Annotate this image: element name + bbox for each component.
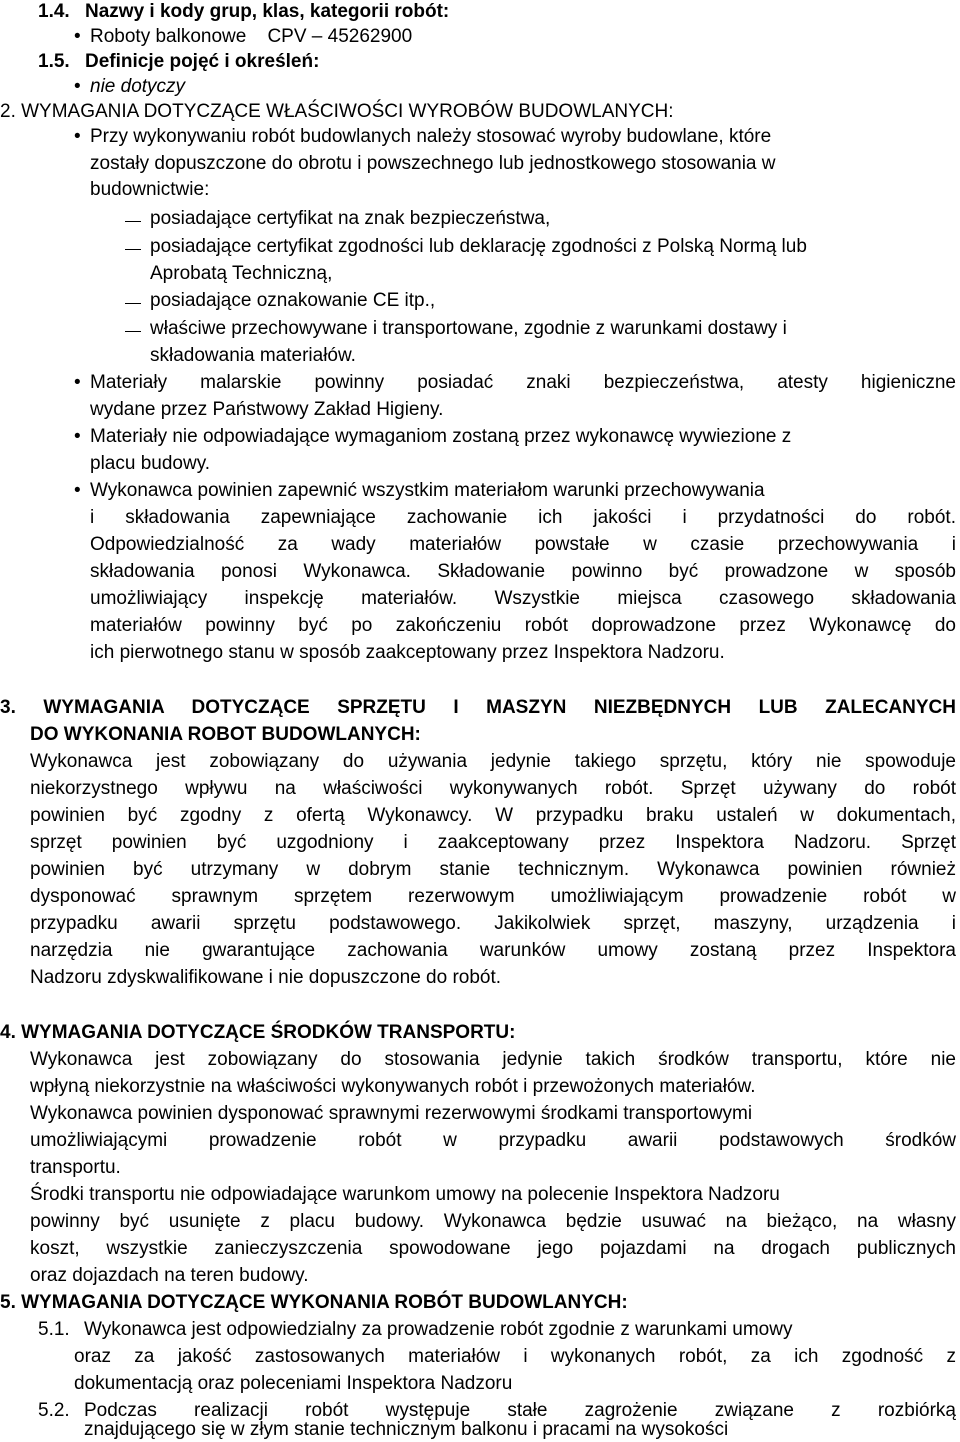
bullet-icon: •	[74, 480, 81, 501]
s4-body-line: wpłyną niekorzystnie na właściwości wykonywanych robót i przewożonych materiałów.	[30, 1076, 756, 1097]
s2-p1-line: budownictwie:	[90, 179, 210, 200]
bullet-icon: •	[74, 426, 81, 447]
s3-body-line: powinien być utrzymany w dobrym stanie technicznym. Wykonawca powinien również	[30, 859, 956, 880]
section-4-heading: 4. WYMAGANIA DOTYCZĄCE ŚRODKÓW TRANSPORTU:	[0, 1022, 516, 1043]
s4-body-line: umożliwiającymi prowadzenie robót w przypadku awarii podstawowych środków	[30, 1130, 956, 1151]
s3-body-line: Nadzoru zdyskwalifikowane i nie dopuszczone do robót.	[30, 967, 502, 988]
bullet-icon: •	[74, 26, 81, 47]
section-1-4-number: 1.4.	[38, 1, 70, 22]
s2-dash-item: składowania materiałów.	[150, 345, 356, 366]
s2-dash-item: właściwe przechowywane i transportowane, zgodnie z warunkami dostawy i	[150, 318, 787, 339]
dash-icon	[125, 331, 141, 332]
section-1-5-title: Definicje pojęć i określeń:	[85, 51, 320, 72]
dash-icon	[125, 221, 141, 222]
s2-p4-line: materiałów powinny być po zakończeniu robót doprowadzone przez Wykonawcę do	[90, 615, 956, 636]
section-5-heading: 5. WYMAGANIA DOTYCZĄCE WYKONANIA ROBÓT BUDOWLANYCH:	[0, 1292, 628, 1313]
s2-p1-line: Przy wykonywaniu robót budowlanych należy stosować wyroby budowlane, które	[90, 126, 772, 147]
s2-p4-line: umożliwiający inspekcję materiałów. Wszystkie miejsca czasowego składowania	[90, 588, 956, 609]
s3-body-line: powinien być zgodny z ofertą Wykonawcy. W przypadku braku ustaleń w dokumentach,	[30, 805, 956, 826]
section-1-4-title: Nazwy i kody grup, klas, kategorii robót:	[85, 1, 450, 22]
s2-p4-line: ich pierwotnego stanu w sposób zaakceptowany przez Inspektora Nadzoru.	[90, 642, 725, 663]
section-3-heading: DO WYKONANIA ROBOT BUDOWLANYCH:	[30, 724, 421, 745]
s2-dash-item: posiadające certyfikat na znak bezpieczeństwa,	[150, 208, 551, 229]
s4-body-line: koszt, wszystkie zanieczyszczenia spowodowane jego pojazdami na drogach publicznych	[30, 1238, 956, 1259]
s5-item-number: 5.2.	[38, 1400, 70, 1421]
s2-p3-line: Materiały nie odpowiadające wymaganiom zostaną przez wykonawcę wywiezione z	[90, 426, 792, 447]
bullet-icon: •	[74, 372, 81, 393]
s4-body-line: Środki transportu nie odpowiadające warunkom umowy na polecenie Inspektora Nadzoru	[30, 1184, 780, 1205]
s4-body-line: powinny być usunięte z placu budowy. Wykonawca będzie usuwać na bieżąco, na własny	[30, 1211, 956, 1232]
s2-p4-line: składowania ponosi Wykonawca. Składowanie powinno być prowadzone w sposób	[90, 561, 956, 582]
s2-p1-line: zostały dopuszczone do obrotu i powszechnego lub jednostkowego stosowania w	[90, 153, 776, 174]
s2-dash-item: Aprobatą Techniczną,	[150, 263, 333, 284]
s5-item-line: Podczas realizacji robót występuje stałe zagrożenie związane z rozbiórką	[84, 1400, 956, 1421]
s2-p3-line: placu budowy.	[90, 453, 211, 474]
s4-body-line: transportu.	[30, 1157, 121, 1178]
section-1-5-bullet: nie dotyczy	[90, 76, 186, 97]
dash-icon	[125, 303, 141, 304]
section-1-4-bullet: Roboty balkonowe CPV – 45262900	[90, 26, 413, 47]
s5-item-number: 5.1.	[38, 1319, 70, 1340]
section-3-heading: 3. WYMAGANIA DOTYCZĄCE SPRZĘTU I MASZYN NIEZBĘDNYCH LUB ZALECANYCH	[0, 697, 956, 718]
s2-dash-item: posiadające certyfikat zgodności lub deklarację zgodności z Polską Normą lub	[150, 236, 807, 257]
s5-item-line: dokumentacją oraz poleceniami Inspektora Nadzoru	[74, 1373, 513, 1394]
s2-p4-line: i składowania zapewniające zachowanie ich jakości i przydatności do robót.	[90, 507, 956, 528]
s3-body-line: sprzęt powinien być uzgodniony i zaakceptowany przez Inspektora Nadzoru. Sprzęt	[30, 832, 956, 853]
s3-body-line: Wykonawca jest zobowiązany do używania jedynie takiego sprzętu, który nie spowoduje	[30, 751, 956, 772]
s3-body-line: przypadku awarii sprzętu podstawowego. Jakikolwiek sprzęt, maszyny, urządzenia i	[30, 913, 956, 934]
s5-item-line: oraz za jakość zastosowanych materiałów i wykonanych robót, za ich zgodność z	[74, 1346, 956, 1367]
s2-p4-line: Wykonawca powinien zapewnić wszystkim materiałom warunki przechowywania	[90, 480, 765, 501]
s3-body-line: niekorzystnego wpływu na właściwości wykonywanych robót. Sprzęt używany do robót	[30, 778, 956, 799]
s2-p2-line: Materiały malarskie powinny posiadać znaki bezpieczeństwa, atesty higieniczne	[90, 372, 956, 393]
s5-item-line: Wykonawca jest odpowiedzialny za prowadzenie robót zgodnie z warunkami umowy	[84, 1319, 793, 1340]
s4-body-line: Wykonawca powinien dysponować sprawnymi rezerwowymi środkami transportowymi	[30, 1103, 753, 1124]
bullet-icon: •	[74, 126, 81, 147]
s2-p4-line: Odpowiedzialność za wady materiałów powstałe w czasie przechowywania i	[90, 534, 956, 555]
s4-body-line: Wykonawca jest zobowiązany do stosowania jedynie takich środków transportu, które nie	[30, 1049, 956, 1070]
s3-body-line: dysponować sprawnym sprzętem rezerwowym umożliwiającym prowadzenie robót w	[30, 886, 956, 907]
dash-icon	[125, 249, 141, 250]
section-1-5-number: 1.5.	[38, 51, 70, 72]
s3-body-line: narzędzia nie gwarantujące zachowania warunków umowy zostaną przez Inspektora	[30, 940, 956, 961]
s2-p2-line: wydane przez Państwowy Zakład Higieny.	[90, 399, 444, 420]
section-2-heading: 2. WYMAGANIA DOTYCZĄCE WŁAŚCIWOŚCI WYROBÓW BUDOWLANYCH:	[0, 101, 674, 122]
s5-item-line: znajdującego się w złym stanie technicznym balkonu i pracami na wysokości	[84, 1419, 729, 1440]
s4-body-line: oraz dojazdach na teren budowy.	[30, 1265, 309, 1286]
s2-dash-item: posiadające oznakowanie CE itp.,	[150, 290, 436, 311]
bullet-icon: •	[74, 76, 81, 97]
